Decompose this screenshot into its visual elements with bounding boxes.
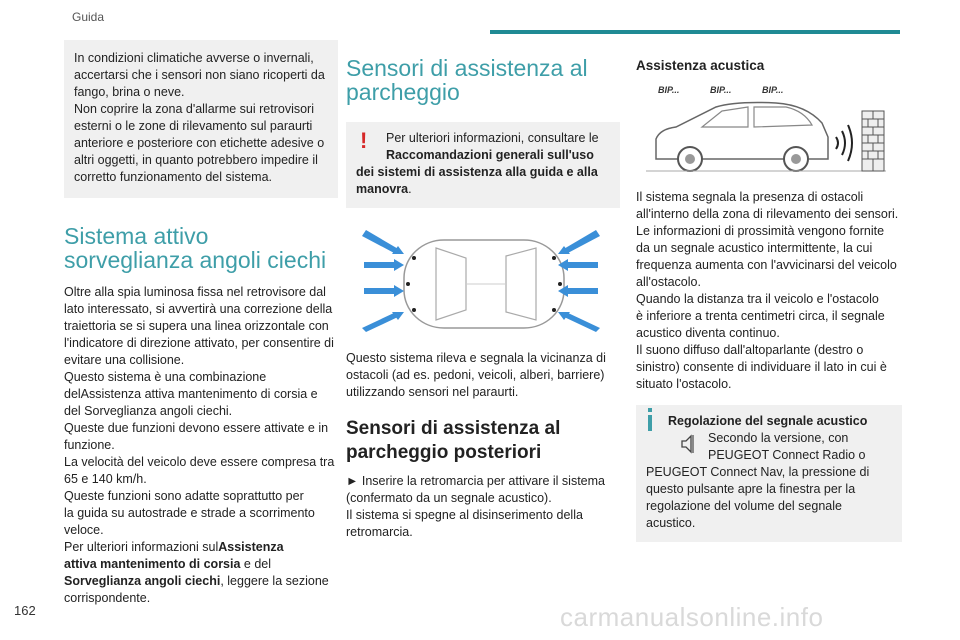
rear-body [346,473,620,541]
info-line: questo pulsante apre la finestra per la [646,482,856,496]
body-line: all'ostacolo. [636,275,701,289]
info-line: PEUGEOT Connect Nav, la pressione di [646,465,870,479]
bip-label: BIP... [710,85,732,95]
title-line: sorveglianza angoli ciechi [64,247,327,273]
body-line: Il suono diffuso dall'altoparlante (destro o [636,343,864,357]
body-line: situato l'ostacolo. [636,377,732,391]
title-line: parcheggio [346,79,460,105]
header-accent-bar [490,30,900,34]
note-line: esterni o le zone di rilevamento sul paraurti [74,119,313,133]
body-line: l'indicatore di direzione attivato, per consentire di [64,336,334,350]
note-line: Non coprire la zona d'allarme sui retrovisori [74,102,314,116]
column-1 [64,40,338,607]
note-line: accertarsi che i sensori non siano ricoperti da [74,68,325,82]
body-line: del Sorveglianza angoli ciechi. [64,404,233,418]
info-line: Secondo la versione, con [708,431,849,445]
body-line: è inferiore a trenta centimetri circa, il segnale [636,309,885,323]
body-line: la guida su autostrade e strade a scorrimento [64,506,315,520]
ref-prefix: Per ulteriori informazioni sul [64,540,219,554]
acoustic-body [636,189,902,393]
ref-bold: Assistenza [218,540,284,554]
bip-label: BIP... [762,85,784,95]
car-side-bip-illustration [636,81,896,181]
body-line: utilizzando sensori nel paraurti. [346,385,519,399]
note-line: fango, brina o neve. [74,85,185,99]
body-line: Il sistema segnala la presenza di ostacoli [636,190,864,204]
body-line: traiettoria se si supera una linea orizzontale con [64,319,329,333]
heading-acoustic: Assistenza acustica [636,58,765,73]
section-title-parking [346,56,620,104]
body-line: Oltre alla spia luminosa fissa nel retrovisore dal [64,285,326,299]
body-line: Le informazioni di prossimità vengono fornite [636,224,885,238]
warn-bold: manovra [356,182,409,196]
warn-end: . [408,182,412,196]
title-line: parcheggio posteriori [346,442,542,463]
blind-spot-body [64,284,338,607]
wall-icon [862,111,884,171]
info-line: regolazione del volume del segnale acustico. [646,499,842,530]
body-line: funzione. [64,438,115,452]
info-icon [648,415,652,431]
warning-icon: ! [360,128,368,153]
info-line: PEUGEOT Connect Radio o [708,448,866,462]
ref-suffix: , leggere la sezione [220,574,329,588]
ref-bold: Sorveglianza angoli ciechi [64,574,221,588]
body-line: delAssistenza attiva mantenimento di corsia e [64,387,318,401]
body-line: lato interessato, si avvertirà una correzione della [64,302,333,316]
info-title: Regolazione del segnale acustico [668,414,868,428]
watermark: carmanualsonline.info [560,602,824,632]
body-line: Queste funzioni sono adatte soprattutto per [64,489,304,503]
page-number: 162 [14,603,36,618]
body-line: evitare una collisione. [64,353,185,367]
title-line: Sensori di assistenza al [346,418,561,439]
body-line: Quando la distanza tra il veicolo e l'ostacolo [636,292,879,306]
warn-bold: dei sistemi di assistenza alla guida e alla [356,165,598,179]
body-line: Il sistema si spegne al disinserimento della [346,508,583,522]
body-line: acustico diventa continuo. [636,326,780,340]
warning-box [346,122,620,208]
ref-last: corrispondente. [64,591,151,605]
ref-bold: attiva mantenimento di corsia [64,557,241,571]
body-line: Questo sistema rileva e segnala la vicinanza di [346,351,606,365]
body-line: frequenza aumenta con l'avvicinarsi del veicolo [636,258,897,272]
body-line: sinistro) consente di individuare il lato in cui è [636,360,887,374]
column-2 [346,40,620,541]
bip-label: BIP... [658,85,680,95]
parking-body [346,350,620,401]
warn-bold: Raccomandazioni generali sull'uso [386,148,594,162]
body-line: Questo sistema è una combinazione [64,370,267,384]
info-box-volume [636,405,902,542]
section-title-blind-spot [64,224,338,272]
speaker-volume-icon [680,433,698,455]
ref-and: e del [240,557,272,571]
car-top-view-sensors-illustration [356,228,606,338]
body-line: 65 e 140 km/h. [64,472,147,486]
body-line: veloce. [64,523,104,537]
header-section-label: Guida [72,10,105,24]
body-line: (confermato da un segnale acustico). [346,491,552,505]
note-line: anteriore e posteriore con etichette adesive o [74,136,325,150]
note-line: corretto funzionamento del sistema. [74,170,273,184]
warn-line: Per ulteriori informazioni, consultare le [386,131,599,145]
body-line: ostacoli (ad es. pedoni, veicoli, alberi, barriere) [346,368,605,382]
title-line: Sistema attivo [64,223,209,249]
title-line: Sensori di assistenza al [346,55,588,81]
body-line: retromarcia. [346,525,413,539]
body-line: Queste due funzioni devono essere attivate e in [64,421,329,435]
note-line: altri oggetti, in quanto potrebbero impedire il [74,153,318,167]
winter-note-box [64,40,338,198]
body-line: all'interno della zona di rilevamento dei sensori. [636,207,899,221]
subsection-title-rear [346,417,620,465]
body-line: da un segnale acustico intermittente, la cui [636,241,873,255]
column-3 [636,40,902,542]
body-line: La velocità del veicolo deve essere compresa tra [64,455,335,469]
body-line: ► Inserire la retromarcia per attivare il sistema [346,474,605,488]
note-line: In condizioni climatiche avverse o invernali, [74,51,314,65]
